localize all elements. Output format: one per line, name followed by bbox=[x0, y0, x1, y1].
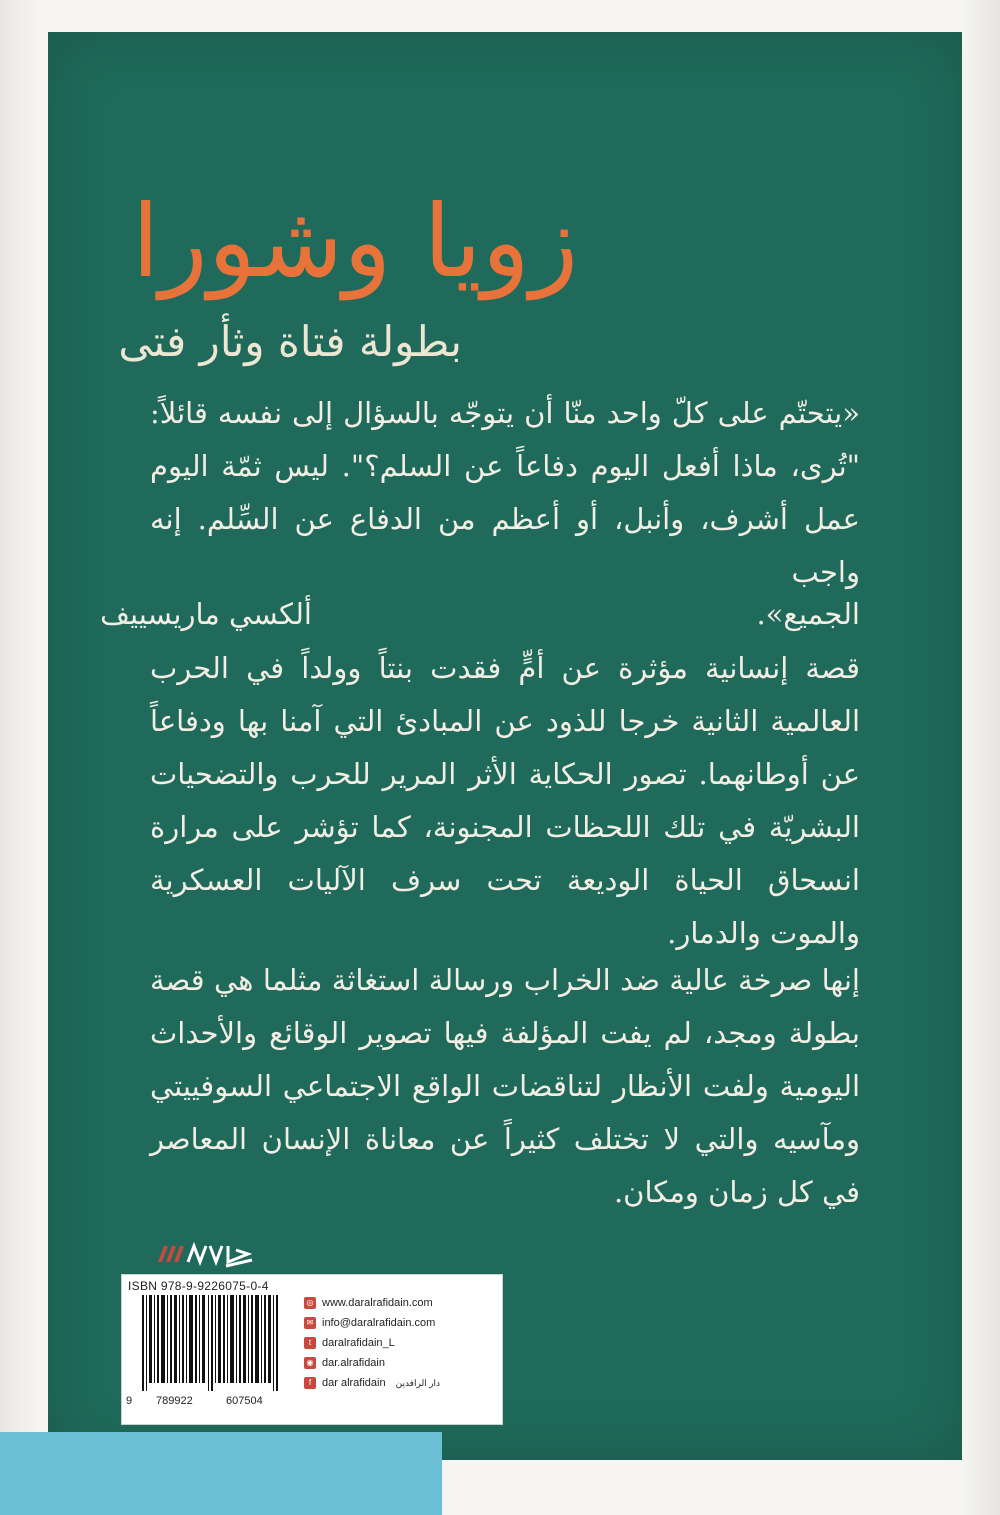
spine-color-band bbox=[0, 1432, 442, 1515]
design-studio-logo bbox=[156, 1232, 286, 1276]
barcode-digits-right: 607504 bbox=[226, 1395, 263, 1407]
isbn-number: ISBN 978-9-9226075-0-4 bbox=[128, 1279, 269, 1293]
globe-icon: ◎ bbox=[304, 1297, 316, 1309]
contact-facebook: f dar alrafidain دار الرافدين bbox=[304, 1373, 494, 1393]
publisher-contacts bbox=[304, 1293, 494, 1393]
publisher-name-arabic: دار الرافدين bbox=[395, 1378, 441, 1388]
quote-author: ألكسي ماريسييف bbox=[99, 597, 312, 631]
barcode-icon bbox=[136, 1295, 286, 1391]
instagram-icon: ◉ bbox=[304, 1357, 316, 1369]
blurb-paragraph-1: قصة إنسانية مؤثرة عن أمٍّ فقدت بنتاً وولداً في الحرب العالمية الثانية خرجا للذود عن المبادئ التي آمنا بها ودفاعاً عن أوطانهما. تصور الحكاية الأثر المرير للحرب والتضحيات البشريّة في تلك اللحظات المجنونة، كما تؤشر على مرارة انسحاق الحياة الوديعة تحت سرف الآليات العسكرية والموت والدمار. bbox=[150, 651, 860, 950]
mail-icon: ✉ bbox=[304, 1317, 316, 1329]
book-subtitle: بطولة فتاة وثأر فتى bbox=[118, 317, 462, 366]
isbn-label bbox=[121, 1274, 503, 1425]
quote-paragraph: «يتحتّم على كلّ واحد منّا أن يتوجّه بالسؤال إلى نفسه قائلاً: "تُرى، ماذا أفعل اليوم دفاعاً عن السلم؟". ليس ثمّة اليوم عمل أشرف، وأنبل، أو أعظم من الدفاع عن السِّلم. إنه واجب bbox=[150, 396, 860, 589]
twitter-icon: t bbox=[304, 1337, 316, 1349]
contact-instagram: ◉ dar.alrafidain bbox=[304, 1353, 494, 1373]
back-cover-panel bbox=[48, 32, 962, 1460]
facebook-icon: f bbox=[304, 1377, 316, 1389]
contact-email: ✉ info@daralrafidain.com bbox=[304, 1313, 494, 1333]
contact-website: ◎ www.daralrafidain.com bbox=[304, 1293, 494, 1313]
blurb-paragraph-2: إنها صرخة عالية ضد الخراب ورسالة استغاثة مثلما هي قصة بطولة ومجد، لم يفت المؤلفة فيها تصوير الوقائع والأحداث اليومية ولفت الأنظار لتناقضات الواقع الاجتماعي السوفييتي ومآسيه والتي لا تختلف كثيراً عن معاناة الإنسان المعاصر في كل زمان ومكان. bbox=[150, 963, 860, 1209]
barcode-digit-left: 9 bbox=[126, 1395, 133, 1407]
barcode-digits-mid: 789922 bbox=[156, 1395, 193, 1407]
quote-end: الجميع». bbox=[756, 597, 860, 631]
contact-twitter: t daralrafidain_L bbox=[304, 1333, 494, 1353]
book-title: زويا وشورا bbox=[131, 183, 579, 300]
